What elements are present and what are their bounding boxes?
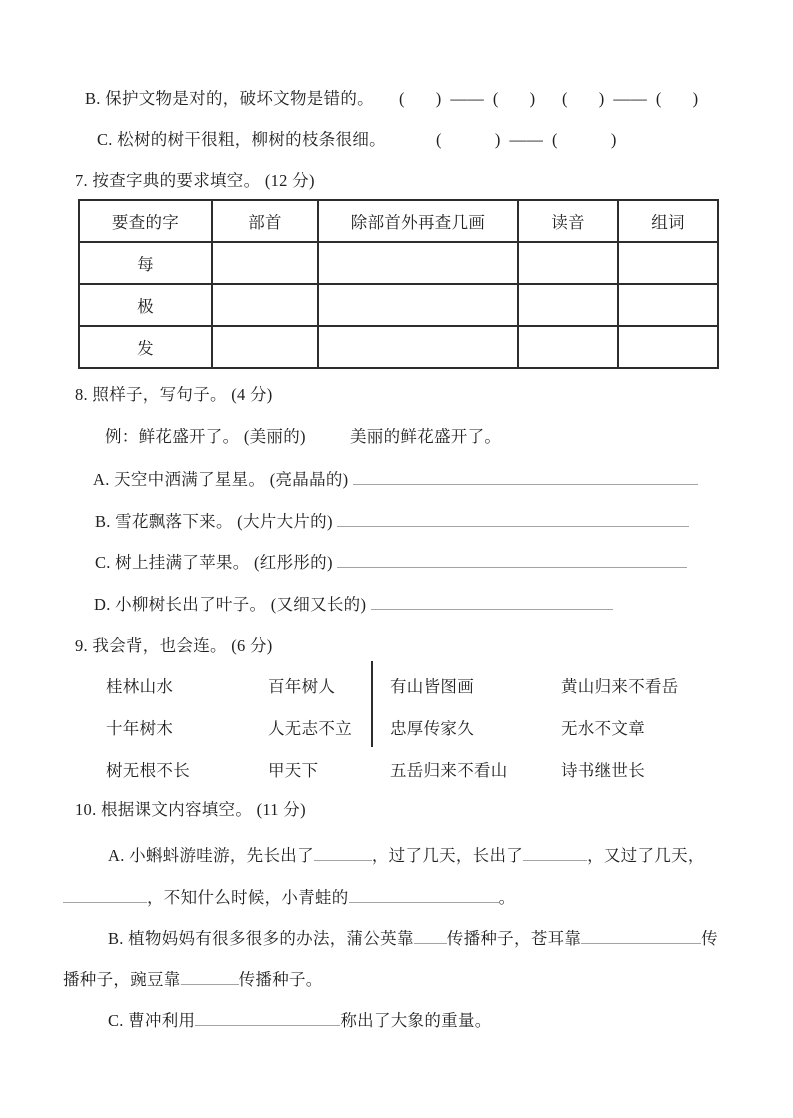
- q9-phrase[interactable]: 树无根不长: [106, 761, 190, 780]
- q6-item-c-text: C. 松树的树干很粗，柳树的枝条很细。: [97, 130, 386, 149]
- answer-blank[interactable]: [581, 927, 701, 944]
- q8-item-c: [95, 551, 687, 574]
- q7-header-pronunciation: 读音: [518, 200, 618, 242]
- q6-item-b-text: B. 保护文物是对的，破坏文物是错的。: [85, 89, 374, 108]
- q7-title: 7. 按查字典的要求填空。 (12 分): [75, 171, 315, 190]
- table-row: [79, 284, 718, 326]
- q10-b-seg2: 传播种子，苍耳靠: [446, 929, 582, 948]
- q9-phrase[interactable]: 十年树木: [106, 719, 174, 738]
- q8-example-answer: 美丽的鲜花盛开了。: [350, 427, 502, 446]
- q10-item-a-line1: [108, 844, 705, 867]
- q8-item-c-text: C. 树上挂满了苹果。 (红彤彤的): [95, 553, 338, 572]
- q10-b-seg4: 播种子，豌豆靠: [63, 970, 181, 989]
- q7-answer-cell[interactable]: [618, 326, 718, 368]
- q7-dictionary-table: [78, 199, 719, 369]
- q9-phrase[interactable]: 人无志不立: [268, 719, 352, 738]
- q7-header-radical: 部首: [212, 200, 318, 242]
- q10-a-seg1: A. 小蝌蚪游哇游，先长出了: [108, 846, 314, 865]
- q7-answer-cell[interactable]: [618, 242, 718, 284]
- q9-phrase[interactable]: 黄山归来不看岳: [561, 677, 679, 696]
- q9-phrase[interactable]: 有山皆图画: [390, 677, 474, 696]
- q8-item-a: [93, 468, 698, 491]
- answer-blank[interactable]: [414, 927, 447, 944]
- q10-item-a-line2: [63, 886, 515, 909]
- answer-blank[interactable]: [181, 968, 239, 985]
- table-row: [79, 326, 718, 368]
- q10-c-seg1: C. 曹冲利用: [108, 1011, 196, 1030]
- q10-title: 10. 根据课文内容填空。 (11 分): [75, 800, 306, 819]
- q7-character-cell: 极: [79, 284, 212, 326]
- q8-item-b: [95, 510, 689, 533]
- q7-answer-cell[interactable]: [518, 284, 618, 326]
- q10-item-b-line1: [108, 927, 718, 950]
- answer-blank[interactable]: [314, 844, 372, 861]
- q9-phrase[interactable]: 诗书继世长: [561, 761, 645, 780]
- q9-phrase[interactable]: 甲天下: [268, 761, 319, 780]
- q8-item-d-text: D. 小柳树长出了叶子。 (又细又长的): [94, 595, 371, 614]
- answer-blank[interactable]: [63, 886, 147, 903]
- answer-blank[interactable]: [195, 1009, 340, 1026]
- answer-blank[interactable]: [349, 886, 499, 903]
- q9-phrase[interactable]: 忠厚传家久: [390, 719, 474, 738]
- q10-a-seg2: ，过了几天，长出了: [371, 846, 524, 865]
- q10-b-seg3: 传: [701, 929, 718, 948]
- q7-answer-cell[interactable]: [318, 284, 518, 326]
- q9-phrase[interactable]: 桂林山水: [106, 677, 174, 696]
- q10-c-seg2: 称出了大象的重量。: [340, 1011, 492, 1030]
- q7-answer-cell[interactable]: [318, 242, 518, 284]
- q9-column-divider-line: [371, 661, 373, 747]
- q10-a-seg3: ，又过了几天，: [587, 846, 705, 865]
- q8-example-prompt: 例：鲜花盛开了。 (美丽的): [105, 427, 306, 446]
- q7-answer-cell[interactable]: [318, 326, 518, 368]
- answer-blank[interactable]: [337, 551, 687, 568]
- q7-header-character: 要查的字: [79, 200, 212, 242]
- q8-title: 8. 照样子，写句子。 (4 分): [75, 385, 273, 404]
- q8-item-a-text: A. 天空中洒满了星星。 (亮晶晶的): [93, 470, 353, 489]
- q9-title: 9. 我会背，也会连。 (6 分): [75, 636, 273, 655]
- q7-answer-cell[interactable]: [518, 326, 618, 368]
- q7-answer-cell[interactable]: [212, 284, 318, 326]
- q7-answer-cell[interactable]: [212, 326, 318, 368]
- q9-phrase[interactable]: 五岳归来不看山: [390, 761, 508, 780]
- answer-blank[interactable]: [371, 593, 613, 610]
- q10-b-seg1: B. 植物妈妈有很多很多的办法，蒲公英靠: [108, 929, 414, 948]
- q8-item-d: [94, 593, 613, 616]
- q6-item-c-bracket-blanks[interactable]: ( ) —— ( ): [436, 130, 617, 149]
- q10-b-seg5: 传播种子。: [238, 970, 323, 989]
- q7-header-strokes: 除部首外再查几画: [318, 200, 518, 242]
- answer-blank[interactable]: [337, 510, 689, 527]
- q7-header-word: 组词: [618, 200, 718, 242]
- q10-a-seg5: 。: [498, 888, 516, 907]
- q8-item-b-text: B. 雪花飘落下来。 (大片大片的): [95, 512, 338, 531]
- answer-blank[interactable]: [523, 844, 587, 861]
- q7-answer-cell[interactable]: [618, 284, 718, 326]
- q7-character-cell: 发: [79, 326, 212, 368]
- q10-item-c-line1: [108, 1009, 492, 1032]
- q10-a-seg4: ，不知什么时候，小青蛙的: [147, 888, 349, 907]
- q7-answer-cell[interactable]: [212, 242, 318, 284]
- q7-character-cell: 每: [79, 242, 212, 284]
- q6-item-b-bracket-blanks[interactable]: ( ) —— ( ) ( ) —— ( ): [399, 89, 699, 108]
- table-header-row: [79, 200, 718, 242]
- q10-item-b-line2: [63, 968, 323, 991]
- q7-answer-cell[interactable]: [518, 242, 618, 284]
- q9-phrase[interactable]: 无水不文章: [561, 719, 645, 738]
- answer-blank[interactable]: [353, 468, 698, 485]
- table-row: [79, 242, 718, 284]
- q9-phrase[interactable]: 百年树人: [268, 677, 336, 696]
